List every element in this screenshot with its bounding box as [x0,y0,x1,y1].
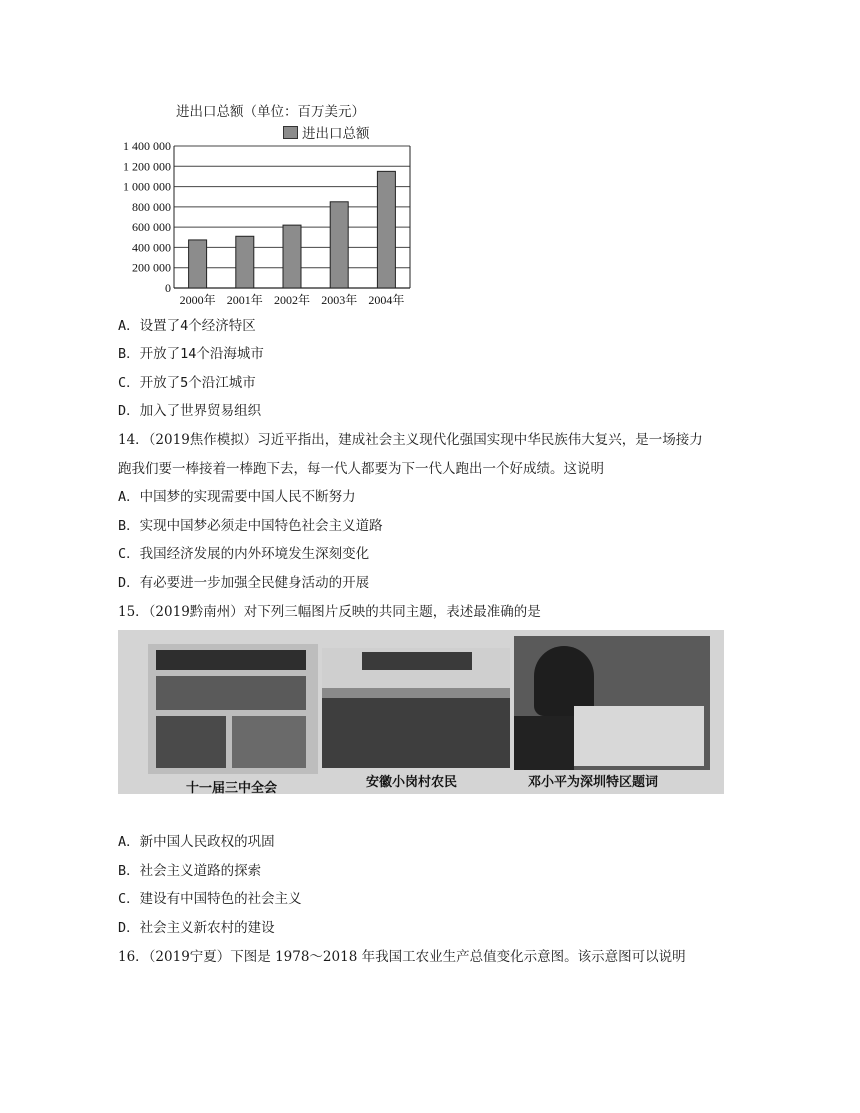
legend-label: 进出口总额 [302,126,370,142]
photo-villagers [322,648,510,768]
bar [236,236,254,288]
q15-option-a: A．新中国人民政权的巩固 [118,834,275,850]
q14-stem-line2: 跑我们要一棒接着一棒跑下去，每一代人都要为下一代人跑出一个好成绩。这说明 [118,461,604,477]
q15-photo-strip [118,630,724,794]
q14-option-b: B．实现中国梦必须走中国特色社会主义道路 [118,518,383,534]
photo-deng-inscription [514,636,710,770]
q16-stem: 16．（2019宁夏）下图是 1978～2018 年我国工农业生产总值变化示意图。该示意图可以说明 [118,949,686,965]
y-tick-label: 400 000 [132,240,171,255]
q13-option-c: C．开放了5个沿江城市 [118,375,256,391]
q14-option-d: D．有必要进一步加强全民健身活动的开展 [118,575,370,591]
caption-shenzhen: 邓小平为深圳特区题词 [528,775,659,790]
q13-option-b: B．开放了14个沿海城市 [118,346,264,362]
x-tick-label: 2002年 [273,293,311,307]
q13-option-a: A．设置了4个经济特区 [118,318,256,334]
y-tick-label: 1 200 000 [123,159,171,174]
bar [377,171,395,288]
q15-option-b: B．社会主义道路的探索 [118,863,262,879]
q13-option-d: D．加入了世界贸易组织 [118,403,262,419]
x-tick-label: 2001年 [226,293,263,307]
y-tick-label: 0 [165,281,171,295]
chart-title: 进出口总额（单位：百万美元） [176,104,365,120]
bar [330,202,348,288]
q15-option-c: C．建设有中国特色的社会主义 [118,891,302,907]
q14-option-a: A．中国梦的实现需要中国人民不断努力 [118,489,356,505]
caption-xiaogang: 安徽小岗村农民 [366,775,458,790]
photo-newspaper [148,644,318,774]
q15-option-d: D．社会主义新农村的建设 [118,920,275,936]
x-tick-label: 2000年 [179,293,216,307]
x-tick-label: 2003年 [321,293,358,307]
y-tick-label: 600 000 [132,220,171,235]
q15-stem: 15．（2019黔南州）对下列三幅图片反映的共同主题，表述最准确的是 [118,604,541,620]
q14-stem-line1: 14．（2019焦作模拟）习近平指出，建成社会主义现代化强国实现中华民族伟大复兴，是一场接力 [118,432,703,448]
y-tick-label: 800 000 [132,199,171,214]
trade-bar-chart [100,138,430,310]
y-tick-label: 1 000 000 [123,179,171,194]
y-tick-label: 1 400 000 [123,139,171,153]
x-tick-label: 2004年 [368,293,405,307]
bar [283,225,301,288]
caption-plenum: 十一届三中全会 [186,781,278,796]
legend-swatch [283,126,298,139]
q14-option-c: C．我国经济发展的内外环境发生深刻变化 [118,546,370,562]
y-tick-label: 200 000 [132,260,171,275]
bar [189,240,207,288]
